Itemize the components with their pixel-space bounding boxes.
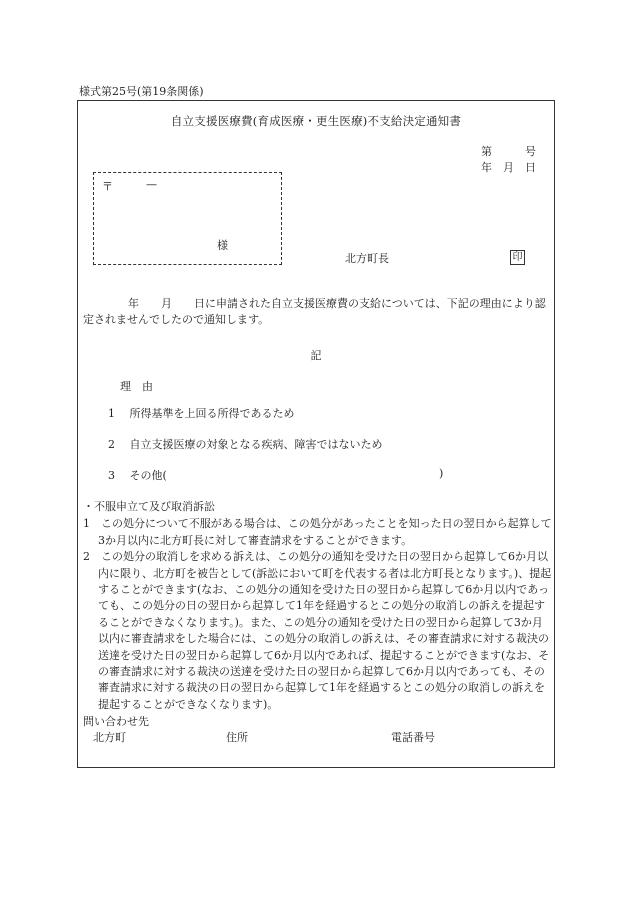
recipient-address-box xyxy=(93,172,282,265)
document-number: 第 号 xyxy=(481,145,536,158)
contact-phone-label: 電話番号 xyxy=(391,731,435,744)
postal-dash: — xyxy=(146,178,157,191)
postal-mark: 〒 xyxy=(102,180,113,193)
reason-item xyxy=(108,405,295,421)
notice-frame xyxy=(77,100,555,768)
issuer-name: 北方町長 xyxy=(345,252,389,265)
form-number: 様式第25号(第19条関係) xyxy=(79,85,204,98)
ki-heading: 記 xyxy=(310,349,322,362)
reason-heading: 理 由 xyxy=(120,380,153,393)
seal-mark: 印 xyxy=(510,250,525,265)
recipient-honorific: 様 xyxy=(217,239,228,252)
appeal-item: 1 この処分について不服がある場合は、この処分があったことを知った日の翌日から起算して3か月以内に北方町長に対して審査請求をすることができます。 xyxy=(83,517,552,547)
reason-item xyxy=(108,467,167,483)
reason-number: 2 xyxy=(108,438,115,451)
reason-text: 自立支援医療の対象となる疾病、障害ではないため xyxy=(129,438,383,451)
document-title: 自立支援医療費(育成医療・更生医療)不支給決定通知書 xyxy=(170,114,462,128)
contact-heading: 問い合わせ先 xyxy=(83,715,149,728)
document-date: 年 月 日 xyxy=(481,161,536,174)
appeal-item: 2 この処分の取消しを求める訴えは、この処分の通知を受けた日の翌日から起算して6か月以内に限り、北方町を被告として(訴訟において町を代表する者は北方町長となります。)、提起することができます(なお、この処分の通知を受けた日の翌日から起算して6か月以内であっても、この処分の日の翌日から起算して1年を経過するとこの処分の取消しの訴えを提起することができなくなります。)。また、この処分の通知を受けた日の翌日から起算して3か月以内に審査請求をした場合には、この処分の取消しの訴えは、その審査請求に対する裁決の送達を受けた日の翌日から起算して6か月以内であれば、提起することができます(なお、その審査請求に対する裁決の送達を受けた日の翌日から起算して6か月以内であっても、その審査請求に対する裁決の日の翌日から起算して1年を経過するとこの処分の取消しの訴えを提起することができなくなります)。 xyxy=(83,550,552,711)
reason-number: 1 xyxy=(108,407,115,420)
contact-address-label: 住所 xyxy=(226,731,248,744)
notice-body: 年 月 日に申請された自立支援医療費の支給については、下記の理由により認定されませんでしたので通知します。 xyxy=(83,297,546,326)
reason-item xyxy=(108,436,383,452)
contact-town: 北方町 xyxy=(93,731,126,744)
appeal-section xyxy=(83,499,553,713)
reason-number: 3 xyxy=(108,469,115,482)
reason-paren-close: ) xyxy=(439,467,444,480)
appeal-heading: ・不服申立て及び取消訴訟 xyxy=(83,500,215,513)
reason-text: その他( xyxy=(129,469,167,482)
reason-text: 所得基準を上回る所得であるため xyxy=(129,407,295,420)
